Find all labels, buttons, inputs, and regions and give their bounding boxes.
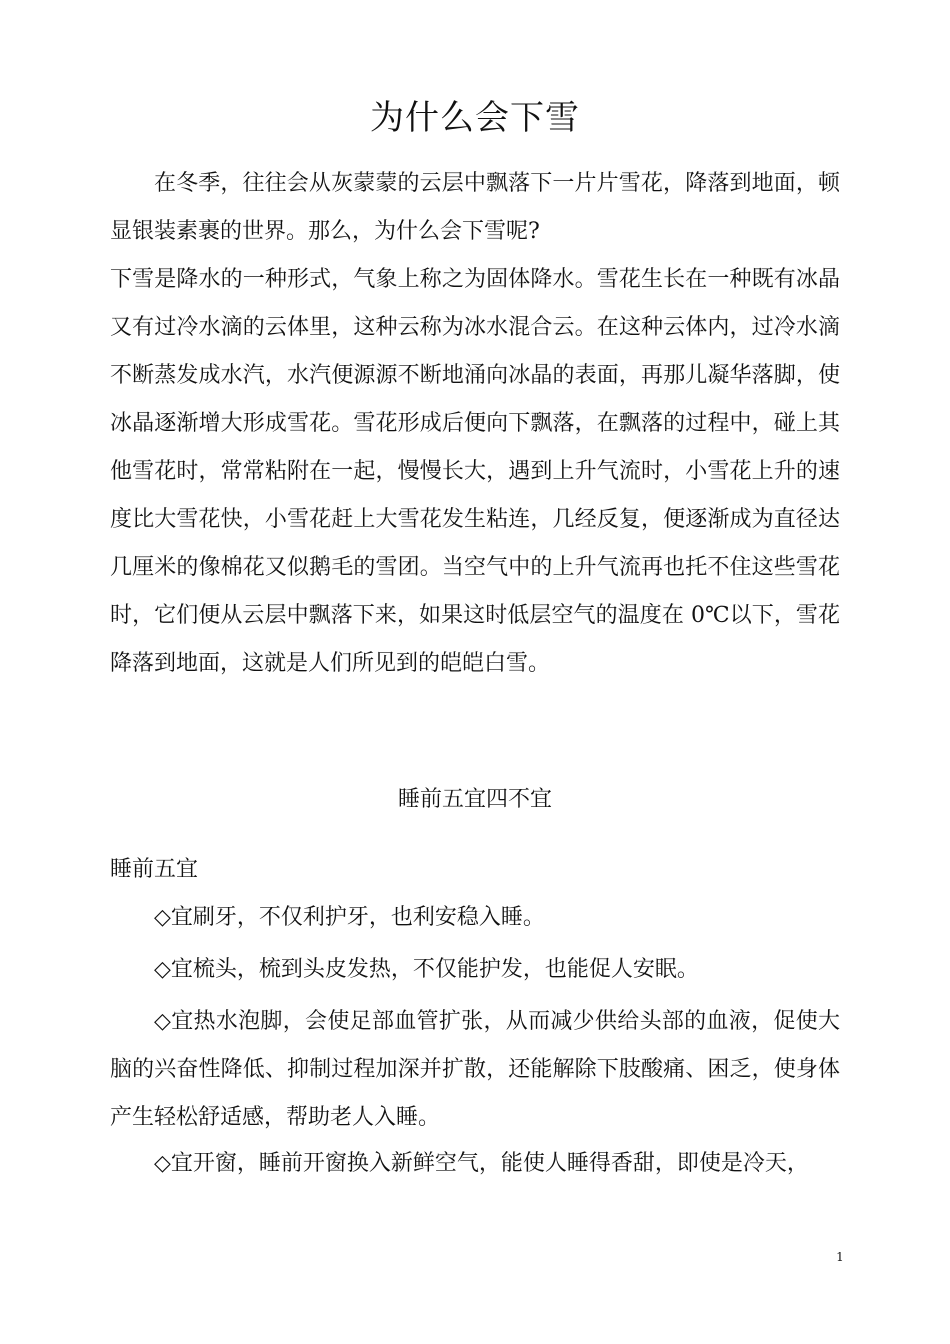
- explanation-paragraph: 下雪是降水的一种形式，气象上称之为固体降水。雪花生长在一种既有冰晶又有过冷水滴的云体里，这种云称为冰水混合云。在这种云体内，过冷水滴不断蒸发成水汽，水汽便源源不断地涌向冰晶的表面，再那儿凝华落脚，使冰晶逐渐增大形成雪花。雪花形成后便向下飘落，在飘落的过程中，碰上其他雪花时，常常粘附在一起，慢慢长大，遇到上升气流时，小雪花上升的速度比大雪花快，小雪花赶上大雪花发生粘连，几经反复，便逐渐成为直径达几厘米的像棉花又似鹅毛的雪团。当空气中的上升气流再也托不住这些雪花时，它们便从云层中飘落下来，如果这时低层空气的温度在 0℃以下，雪花降落到地面，这就是人们所见到的皑皑白雪。: [110, 267, 840, 676]
- list-item: ◇宜热水泡脚，会使足部血管扩张，从而减少供给头部的血液，促使大脑的兴奋性降低、抑制过程加深并扩散，还能解除下肢酸痛、困乏，使身体产生轻松舒适感，帮助老人入睡。: [110, 1009, 840, 1130]
- list-item: ◇宜开窗，睡前开窗换入新鲜空气，能使人睡得香甜，即使是冷天，: [154, 1151, 809, 1176]
- list-item: ◇宜刷牙，不仅利护牙，也利安稳入睡。: [154, 905, 545, 930]
- list-item: ◇宜梳头，梳到头皮发热，不仅能护发，也能促人安眠。: [154, 957, 699, 982]
- section-title: 睡前五宜四不宜: [397, 787, 552, 812]
- document-title: 为什么会下雪: [370, 98, 580, 138]
- intro-paragraph: 在冬季，往往会从灰蒙蒙的云层中飘落下一片片雪花，降落到地面，顿显银装素裹的世界。那么，为什么会下雪呢?: [110, 171, 840, 244]
- page-number: 1: [836, 1250, 844, 1264]
- subsection-title: 睡前五宜: [110, 857, 199, 882]
